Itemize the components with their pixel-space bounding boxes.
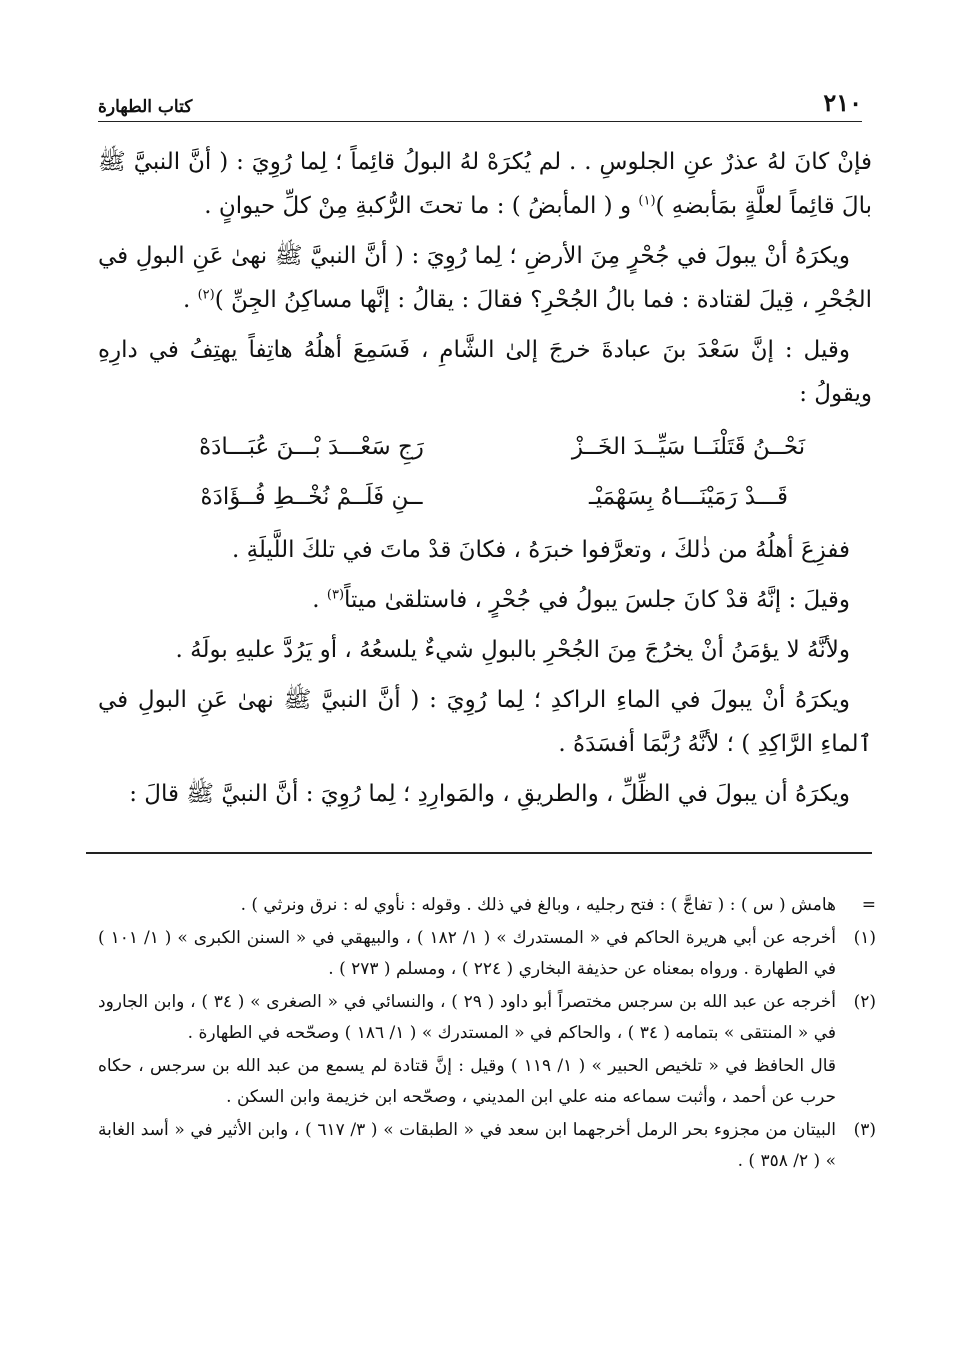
footnote-2-extra: قال الحافظ في « تلخيص الحبير » ( ١/ ١١٩ ) وقيل : إنَّ قتادة لم يسمع من عبد الله بن سرجس ، حكاه حرب عن أحمد ، وأثبت سماعه منه علي ابن المديني ، وصحّحه ابن خزيمة وابن السكن . xyxy=(98,1056,837,1107)
footnote-continuation xyxy=(98,890,876,921)
verse-2-second-hemistich: ــنِ فَلَــمْ نُخْــطِ فُــؤَادَهْ xyxy=(200,484,423,510)
paragraph-5-end: . xyxy=(312,587,327,613)
footnote-3-text: البيتان من مجزوء بحر الرمل أخرجهما ابن سعد في « الطبقات » ( ٣/ ٦١٧ ) ، وابن الأثير في « أسد الغابة » ( ٢/ ٣٥٨ ) . xyxy=(98,1120,836,1171)
paragraph-6: ولأنَّهُ لا يؤمَنُ أنْ يخرُجَ مِنَ الجُحْرِ بالبولِ شيءٌ يلسعُهُ ، أو يَرُدَّ عليهِ بولَهُ . xyxy=(175,637,850,663)
paragraph-2 xyxy=(98,234,872,322)
page-header xyxy=(98,84,862,122)
paragraph-8: ويكرَهُ أن يبولَ في الظِّلِّ ، والطريقِ ، والمَوارِدِ ؛ لِما رُوِيَ : أنَّ النبيَّ ﷺ قالَ : xyxy=(129,781,850,807)
footnote-2-text: أخرجه عن عبد الله بن سرجس مختصراً أبو داود ( ٢٩ ) ، والنسائي في « الصغرى » ( ٣٤ ) ، وابن الجارود في « المنتقى » بتمامه ( ٣٤ ) ، والحاكم في « المستدرك » ( ١/ ١٨٦ ) وصحّحه في الطهارة . xyxy=(98,992,836,1043)
verse-1-first-hemistich: نَحْــنُ قَتَلْنَــا سَيِّــدَ الخَــزْ xyxy=(571,434,806,460)
paragraph-2-end: . xyxy=(182,287,198,313)
paragraph-5 xyxy=(98,578,872,622)
footnote-1-number: (١) xyxy=(853,928,876,948)
paragraph-7: ويكرَهُ أنْ يبولَ في الماءِ الراكدِ ؛ لِما رُوِيَ : ( أنَّ النبيَّ ﷺ نهىٰ عَنِ البولِ في ٱلماءِ الرَّاكِدِ ) ؛ لأنَّهُ رُبَّمَا أفسَدَهُ . xyxy=(98,687,872,757)
main-text xyxy=(98,140,872,822)
footnote-1-text: أخرجه عن أبي هريرة الحاكم في « المستدرك » ( ١/ ١٨٢ ) ، والبيهقي في « السنن الكبرى » ( ١/ ١٠١ ) في الطهارة . ورواه بمعناه عن حذيفة البخاري ( ٢٢٤ ) ، ومسلم ( ٢٧٣ ) . xyxy=(98,928,836,979)
poem xyxy=(98,422,872,522)
paragraph-5-text: وقيلَ : إنَّهُ قدْ كانَ جلسَ يبولُ في جُحْرٍ ، فاستلقىٰ ميتاً xyxy=(344,587,850,613)
paragraph-1-end: و ( المأبضُ ) : ما تحتَ الرُّكبةِ مِنْ كلِّ حيوانٍ . xyxy=(204,193,639,219)
verse-1-second-hemistich: رَجِ سَعْـــدَ بْـــنَ عُبَـــادَهْ xyxy=(199,434,424,460)
paragraph-2-text: ويكرَهُ أنْ يبولَ في جُحْرٍ مِنَ الأرضِ ؛ لِما رُوِيَ : ( أنَّ النبيَّ ﷺ نهىٰ عَنِ البولِ في الجُحْرِ ، قِيلَ لقتادة : فما بالُ الجُحْرِ؟ فقالَ : يقالُ : إنَّها مساكِنُ الجِنِّ ) xyxy=(98,243,872,313)
paragraph-1-text: فإنْ كانَ لهُ عذرٌ عنِ الجلوسِ . . لم يُكرَهْ لهُ البولُ قائِماً ؛ لِما رُوِيَ : ( أنَّ النبيَّ ﷺ بالَ قائِماً لعلَّةٍ بمَأبضهِ ) xyxy=(98,149,872,219)
page-number: ٢١٠ xyxy=(823,88,862,117)
verse-1 xyxy=(98,422,872,472)
footnotes xyxy=(98,890,876,1179)
continuation-marker: = xyxy=(861,895,876,915)
verse-2 xyxy=(98,472,872,522)
continuation-text: هامش ( س ) : ( تفاجَّ ) : فتح رجليه ، وبالغ في ذلك . وقوله : نأوي له : نرق ونرثي ) . xyxy=(240,895,836,915)
footnote-ref-3: (٣) xyxy=(326,587,345,603)
footnote-2-number: (٢) xyxy=(853,992,876,1012)
footnote-2 xyxy=(98,987,876,1049)
paragraph-3: وقيل : إنَّ سَعْدَ بنَ عبادةَ خرجَ إلىٰ الشَّامِ ، فَسَمِعَ أهلُهُ هاتِفاً يهتِفُ في دارِهِ ويقولُ : xyxy=(98,337,872,407)
footnote-divider xyxy=(86,852,872,854)
footnote-1 xyxy=(98,923,876,985)
footnote-3 xyxy=(98,1115,876,1177)
running-title: كتاب الطهارة xyxy=(98,97,193,117)
footnote-ref-2: (٢) xyxy=(197,287,215,303)
paragraph-1 xyxy=(98,140,872,228)
paragraph-4: ففزِعَ أهلُهُ من ذٰلكَ ، وتعرَّفوا خبرَهُ ، فكانَ قدْ ماتَ في تلكَ اللَّيلَةِ . xyxy=(231,537,850,563)
footnote-ref-1: (١) xyxy=(638,193,656,209)
verse-2-first-hemistich: قَـــدْ رَمَيْنَـــاهُ بِسَهْمَيْـ xyxy=(589,484,788,510)
footnote-3-number: (٣) xyxy=(853,1120,876,1140)
